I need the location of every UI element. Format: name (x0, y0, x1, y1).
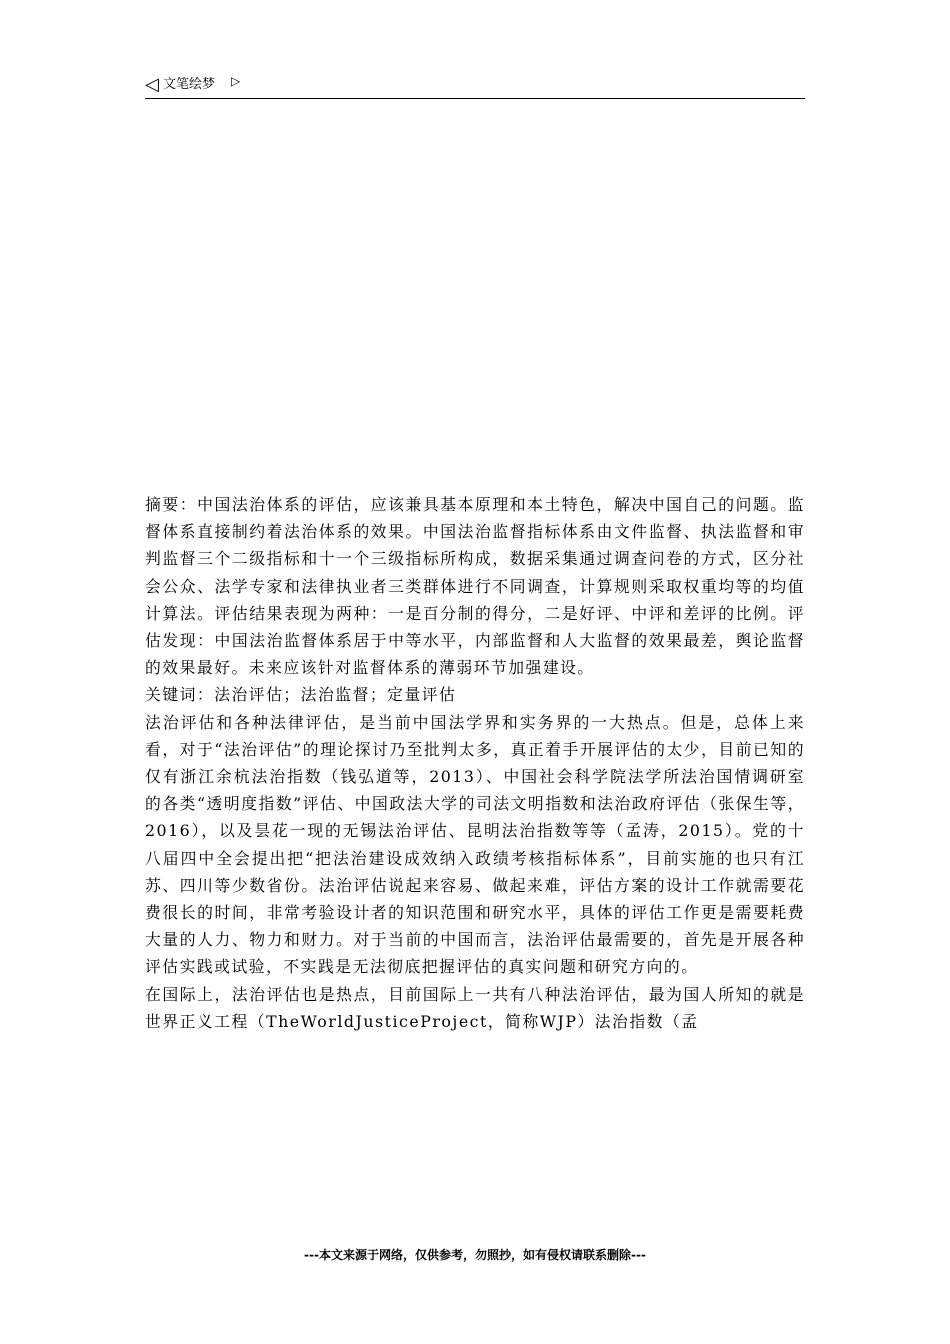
right-triangle-icon: ▷ (231, 74, 241, 88)
keywords-line: 关键词：法治评估；法治监督；定量评估 (145, 685, 457, 705)
left-triangle-icon: ◁ (145, 74, 159, 95)
header-brand: 文笔绘梦 (163, 77, 216, 92)
page-footer: ---本文来源于网络，仅供参考，勿照抄，如有侵权请联系删除--- (304, 1248, 646, 1262)
abstract-paragraph: 摘要：中国法治体系的评估，应该兼具基本原理和本土特色，解决中国自己的问题。监督体系直接制约着法治体系的效果。中国法治监督指标体系由文件监督、执法监督和审判监督三个二级指标和十一个三级指标所构成，数据采集通过调查问卷的方式，区分社会公众、法学专家和法律执业者三类群体进行不同调查，计算规则采取权重均等的均值计算法。评估结果表现为两种：一是百分制的得分，二是好评、中评和差评的比例。评估发现：中国法治监督体系居于中等水平，内部监督和人大监督的效果最差，舆论监督的效果最好。未来应该针对监督体系的薄弱环节加强建设。 (145, 495, 805, 678)
body-paragraph: 法治评估和各种法律评估，是当前中国法学界和实务界的一大热点。但是，总体上来看，对于“法治评估”的理论探讨乃至批判太多，真正着手开展评估的太少，目前已知的仅有浙江余杭法治指数（钱弘道等，2013）、中国社会科学院法学所法治国情调研室的各类“透明度指数”评估、中国政法大学的司法文明指数和法治政府评估（张保生等，2016），以及昙花一现的无锡法治评估、昆明法治指数等等（孟涛，2015）。党的十八届四中全会提出把“把法治建设成效纳入政绩考核指标体系”，目前实施的也只有江苏、四川等少数省份。法治评估说起来容易、做起来难，评估方案的设计工作就需要花费很长的时间，非常考验设计者的知识范围和研究水平，具体的评估工作更是需要耗费大量的人力、物力和财力。对于当前的中国而言，法治评估最需要的，首先是开展各种评估实践或试验，不实践是无法彻底把握评估的真实问题和研究方向的。 (145, 712, 805, 977)
document-body (145, 491, 805, 1035)
body-paragraph: 在国际上，法治评估也是热点，目前国际上一共有八种法治评估，最为国人所知的就是世界正义工程（TheWorldJusticeProject，简称WJP）法治指数（孟 (145, 984, 805, 1031)
page-header (145, 72, 805, 99)
